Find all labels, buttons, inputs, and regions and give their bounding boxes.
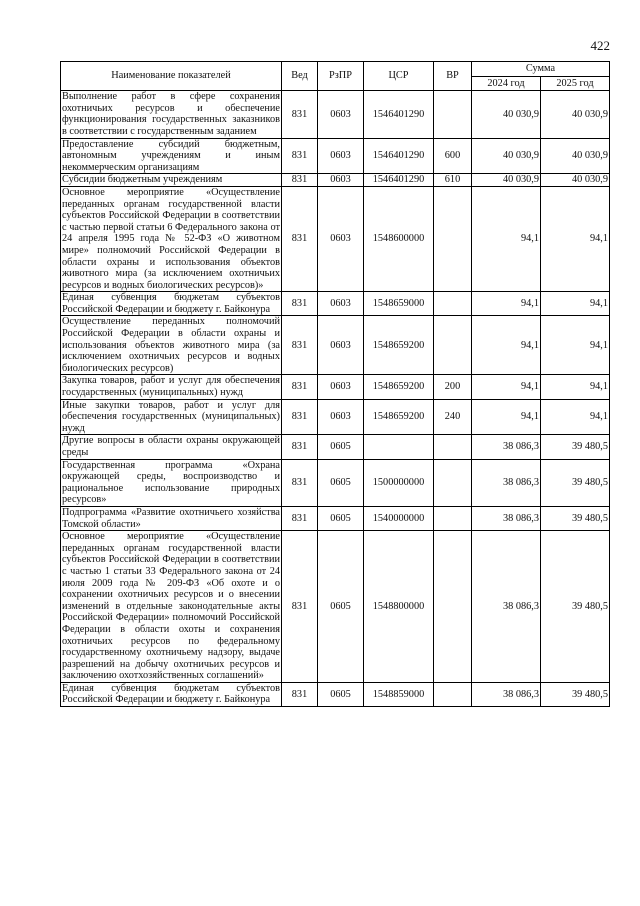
- row-vr: 600: [434, 138, 472, 174]
- header-year-2024: 2024 год: [472, 76, 541, 91]
- row-csr: 1546401290: [364, 91, 434, 138]
- page-number: 422: [590, 38, 610, 53]
- row-name: Единая субвенция бюджетам субъектов Российской Федерации и бюджету г. Байконура: [62, 292, 280, 315]
- row-rzpr: 0603: [318, 316, 364, 375]
- row-vr: [434, 459, 472, 506]
- row-sum-2024: 40 030,9: [472, 174, 541, 187]
- table-row: [61, 292, 610, 316]
- row-name: Выполнение работ в сфере сохранения охотничьих ресурсов и обеспечение функционирования государственных заказников в соответствии с государственным заданием: [62, 91, 280, 137]
- row-vr: [434, 506, 472, 530]
- row-name: Субсидии бюджетным учреждениям: [61, 174, 282, 187]
- row-vr: 610: [434, 174, 472, 187]
- row-csr: 1548659000: [364, 292, 434, 316]
- row-csr: 1546401290: [364, 174, 434, 187]
- header-csr: ЦСР: [364, 62, 434, 91]
- table-body: [61, 91, 610, 707]
- row-rzpr: 0605: [318, 435, 364, 459]
- row-name: Подпрограмма «Развитие охотничьего хозяйства Томской области»: [62, 506, 280, 530]
- row-ved: 831: [282, 138, 318, 174]
- row-sum-2024: 94,1: [472, 316, 541, 375]
- row-name: Единая субвенция бюджетам субъектов Российской Федерации и бюджету г. Байконура: [62, 682, 280, 706]
- row-rzpr: 0603: [318, 186, 364, 291]
- row-sum-2025: 39 480,5: [541, 459, 610, 506]
- row-ved: 831: [282, 435, 318, 459]
- header-rzpr: РзПР: [318, 62, 364, 91]
- row-rzpr: 0603: [318, 292, 364, 316]
- row-vr: [434, 435, 472, 459]
- row-ved: 831: [282, 682, 318, 706]
- table-row: [61, 174, 610, 187]
- row-csr: 1548600000: [364, 186, 434, 291]
- row-vr: [434, 91, 472, 138]
- row-sum-2025: 39 480,5: [541, 435, 610, 459]
- table-row: [61, 682, 610, 706]
- row-ved: 831: [282, 292, 318, 316]
- row-sum-2024: 40 030,9: [472, 91, 541, 138]
- row-vr: [434, 186, 472, 291]
- row-rzpr: 0605: [318, 531, 364, 683]
- row-vr: [434, 316, 472, 375]
- row-sum-2024: 94,1: [472, 399, 541, 435]
- row-csr: 1540000000: [364, 506, 434, 530]
- row-name: Государственная программа «Охрана окружающей среды, воспроизводство и рациональное использование природных ресурсов»: [62, 459, 280, 506]
- row-vr: 240: [434, 399, 472, 435]
- row-sum-2024: 38 086,3: [472, 682, 541, 706]
- row-sum-2024: 38 086,3: [472, 459, 541, 506]
- row-name: Иные закупки товаров, работ и услуг для обеспечения государственных (муниципальных) нужд: [62, 399, 280, 434]
- row-sum-2025: 39 480,5: [541, 682, 610, 706]
- row-rzpr: 0605: [318, 459, 364, 506]
- header-name: Наименование показателей: [61, 62, 282, 91]
- table-row: [61, 316, 610, 375]
- table-row: [61, 399, 610, 435]
- row-name: Основное мероприятие «Осуществление переданных органам государственной власти субъектов Российской Федерации в соответствии с частью первой статьи 6 Федерального закона от 24 апреля 1995 года № 52-ФЗ «О животном мире» полномочий Российской Федерации в области охраны и использования объектов животного мира (за исключением охотничьих ресурсов и водных биологических ресурсов)»: [62, 186, 280, 291]
- row-name: Предоставление субсидий бюджетным, автономным учреждениям и иным некоммерческим организациям: [62, 138, 280, 173]
- row-ved: 831: [282, 186, 318, 291]
- row-ved: 831: [282, 531, 318, 683]
- row-ved: 831: [282, 375, 318, 399]
- row-sum-2025: 40 030,9: [541, 138, 610, 174]
- row-csr: 1548800000: [364, 531, 434, 683]
- row-sum-2024: 38 086,3: [472, 506, 541, 530]
- table-row: [61, 138, 610, 174]
- row-name: Закупка товаров, работ и услуг для обеспечения государственных (муниципальных) нужд: [62, 375, 280, 399]
- header-year-2025: 2025 год: [541, 76, 610, 91]
- row-sum-2025: 94,1: [541, 186, 610, 291]
- row-sum-2024: 38 086,3: [472, 531, 541, 683]
- table-header: [61, 62, 610, 91]
- row-rzpr: 0603: [318, 91, 364, 138]
- table-row: [61, 186, 610, 291]
- table-row: [61, 435, 610, 459]
- row-csr: [364, 435, 434, 459]
- table-row: [61, 531, 610, 683]
- row-rzpr: 0605: [318, 682, 364, 706]
- table-row: [61, 375, 610, 399]
- row-ved: 831: [282, 91, 318, 138]
- table-row: [61, 91, 610, 138]
- row-sum-2024: 94,1: [472, 375, 541, 399]
- row-vr: [434, 292, 472, 316]
- row-rzpr: 0603: [318, 399, 364, 435]
- row-rzpr: 0603: [318, 375, 364, 399]
- row-vr: [434, 682, 472, 706]
- row-vr: [434, 531, 472, 683]
- row-ved: 831: [282, 399, 318, 435]
- row-name: Основное мероприятие «Осуществление переданных органам государственной власти субъектов Российской Федерации в соответствии с частью 1 статьи 33 Федерального закона от 24 июля 2009 года № 209-ФЗ «Об охоте и о сохранении охотничьих ресурсов и о внесении изменений в отдельные законодательные акты Российской Федерации» полномочий Российской Федерации в области охоты и сохранения охотничьих ресурсов по федеральному государственному охотничьему надзору, выдаче разрешений на добычу охотничьих ресурсов и заключению охотхозяйственных соглашений»: [62, 531, 280, 682]
- header-ved: Вед: [282, 62, 318, 91]
- header-sum: Сумма: [472, 62, 610, 77]
- row-csr: 1548659200: [364, 399, 434, 435]
- row-ved: 831: [282, 174, 318, 187]
- row-name: Другие вопросы в области охраны окружающей среды: [62, 435, 280, 458]
- row-ved: 831: [282, 459, 318, 506]
- row-sum-2025: 40 030,9: [541, 174, 610, 187]
- budget-table: [60, 61, 610, 707]
- row-sum-2025: 94,1: [541, 292, 610, 316]
- row-ved: 831: [282, 506, 318, 530]
- row-sum-2024: 40 030,9: [472, 138, 541, 174]
- row-vr: 200: [434, 375, 472, 399]
- row-csr: 1546401290: [364, 138, 434, 174]
- row-rzpr: 0603: [318, 174, 364, 187]
- row-rzpr: 0605: [318, 506, 364, 530]
- row-csr: 1500000000: [364, 459, 434, 506]
- row-sum-2025: 39 480,5: [541, 506, 610, 530]
- header-vr: ВР: [434, 62, 472, 91]
- row-csr: 1548659200: [364, 316, 434, 375]
- row-rzpr: 0603: [318, 138, 364, 174]
- row-sum-2025: 40 030,9: [541, 91, 610, 138]
- row-ved: 831: [282, 316, 318, 375]
- row-sum-2024: 94,1: [472, 292, 541, 316]
- row-sum-2025: 39 480,5: [541, 531, 610, 683]
- table-row: [61, 506, 610, 530]
- row-name: Осуществление переданных полномочий Российской Федерации в области охраны и использования объектов животного мира (за исключением охотничьих ресурсов и водных биологических ресурсов): [62, 316, 280, 374]
- row-csr: 1548859000: [364, 682, 434, 706]
- row-sum-2024: 94,1: [472, 186, 541, 291]
- row-csr: 1548659200: [364, 375, 434, 399]
- row-sum-2025: 94,1: [541, 316, 610, 375]
- table-row: [61, 459, 610, 506]
- row-sum-2025: 94,1: [541, 399, 610, 435]
- row-sum-2024: 38 086,3: [472, 435, 541, 459]
- row-sum-2025: 94,1: [541, 375, 610, 399]
